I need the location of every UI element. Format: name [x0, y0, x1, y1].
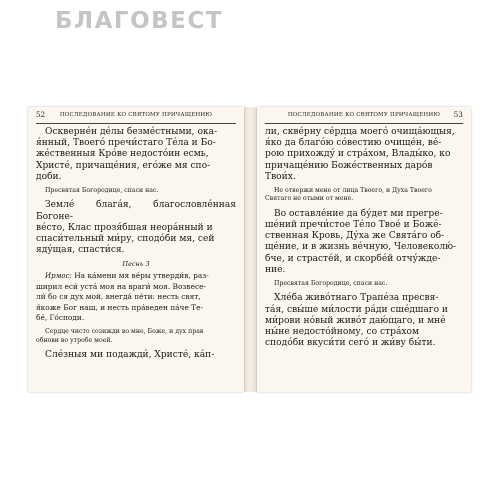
left-page [28, 107, 244, 392]
left-page-running-title: ПОСЛЕДОВАНИЕ КО СВЯТОМУ ПРИЧАЩЕНИЮ [59, 112, 213, 118]
brand-logo: БЛАГОВЕСТ [55, 8, 223, 34]
left-refrain-2: Сердце чисто созижди во мне, Боже, и дух прав обнови во утробе моей. [36, 328, 204, 344]
left-page-content [28, 124, 244, 361]
irmos-label: Ирмос: [45, 272, 72, 281]
right-paragraph-1: ли, скве́рну се́рдца моего́ очища́ющыя, я́ко да благо́ю со́вестию очище́н, ве́- рою прихожду́ и стра́хом, Влады́ко, ко причаще́нию Боже́ственных даро́в Твои́х. [265, 127, 455, 182]
book-gutter [244, 107, 257, 392]
right-page-number: 53 [453, 111, 463, 119]
left-paragraph-2: Земле́ блага́я, благословле́нная Богоне- ве́сто, Клас прозя́бшая неора́нный и спаси́тельный ми́ру, сподо́би мя, сей яду́щая, спасти́ся. [36, 200, 236, 256]
left-refrain-1: Пресвятая Богородице, спаси нас. [45, 187, 159, 195]
right-paragraph-2: Во оставле́ние да бу́дет ми прегре- ше́ний пречи́стое Те́ло Твое́ и Боже́- ственная Кровь, Ду́ха же Свята́го об- ще́ние, и в жизнь ве́чную, Человеколю́- бче, и страсте́й, и скорбе́й отчу́жде- ние. [265, 208, 457, 275]
left-page-header [36, 107, 236, 124]
left-page-number: 52 [36, 111, 46, 119]
right-paragraph-3: Хле́ба живо́тнаго Трапе́за пресвя- та́я, свы́ше ми́лости ра́ди сше́дшаго и ми́рови но́вый живо́т даю́щаго, и мне́ ны́не недосто́йному, со стра́хом сподо́би вкуси́ти сего́ и жи́ву бы́ти. [265, 293, 448, 349]
irmos-block [36, 271, 236, 323]
right-page-running-title: ПОСЛЕДОВАНИЕ КО СВЯТОМУ ПРИЧАЩЕНИЮ [287, 112, 441, 118]
song-heading: Песнь 3 [122, 260, 150, 269]
right-refrain-1: Не отвержи мене от лица Твоего, и Духа Твоего Святаго не отыми от мене. [265, 187, 432, 203]
right-page-header [265, 107, 463, 124]
right-page [257, 107, 471, 392]
left-paragraph-1: Оскверне́н де́лы безме́стными, ока- я́нный, Твоего́ пречи́стаго Те́ла и Бо- же́ственныя Кро́ве недосто́ин есмь, Христе́, причаще́ния, его́же мя спо- доби. [36, 127, 218, 182]
left-paragraph-3: Сле́зныя ми подажди́, Христе́, ка́п- [45, 350, 215, 361]
irmos-text: На ка́мени мя ве́ры утверди́в, раз- ширил еси́ уста́ моя на враги́ моя. Возвесе- ли́ бо ся дух мой, внегда́ пе́ти: несть свят, я́коже Бог наш, и несть пра́веден па́че Те- бе́, Го́споди. [36, 271, 209, 323]
right-page-content [257, 124, 471, 349]
right-refrain-2: Пресвятая Богородице, спаси нас. [274, 280, 388, 288]
